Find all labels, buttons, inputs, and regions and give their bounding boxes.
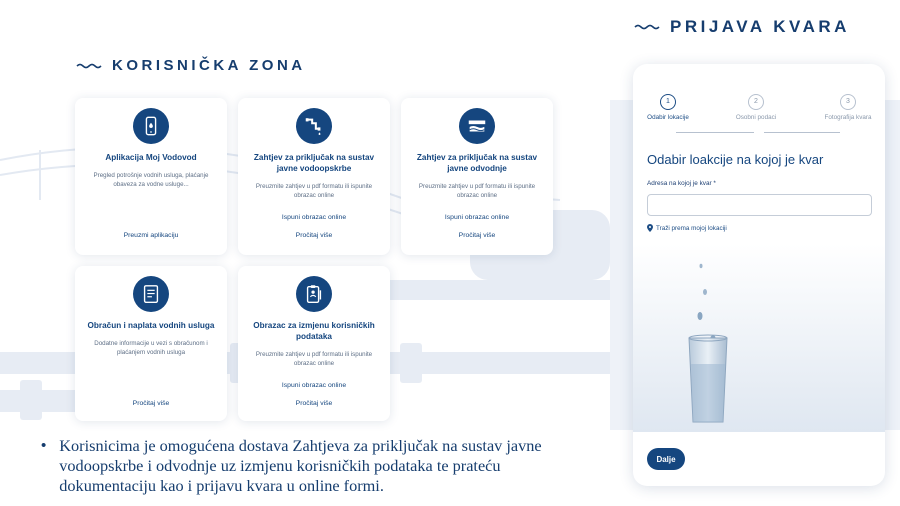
step-number: 2 [748, 94, 764, 110]
fill-form-online-link[interactable]: Ispuni obrazac online [281, 214, 347, 221]
wave-icon [76, 62, 102, 70]
water-pipe-icon [296, 108, 332, 144]
wave-icon [634, 23, 660, 31]
invoice-icon [133, 276, 169, 312]
card-title: Zahtjev za priključak na sustav javne vodoopskrbe [253, 153, 375, 173]
step-number: 1 [660, 94, 676, 110]
read-more-link[interactable]: Pročitaj više [132, 400, 170, 407]
step-connector [764, 132, 840, 133]
read-more-link[interactable]: Pročitaj više [295, 400, 333, 407]
location-pin-icon [647, 224, 653, 232]
korisnicka-zona-title [76, 57, 306, 74]
bullet-text: Korisnicima je omogućena dostava Zahtjeva za priključak na sustav javne vodoopskrbe i odvodnje uz izmjenu korisničkih podataka te prateću dokumentaciju kao i prijavu kvara u online formi. [59, 436, 542, 495]
repair-form-panel [633, 64, 885, 486]
form-edit-icon [296, 276, 332, 312]
address-input[interactable] [647, 194, 872, 216]
locate-me-label: Traži prema mojoj lokaciji [656, 224, 727, 232]
card-odvodnja[interactable] [401, 98, 553, 255]
fill-form-online-link[interactable]: Ispuni obrazac online [281, 382, 347, 389]
card-description: Preuzmite zahtjev u pdf formatu ili ispunite obrazac online [255, 351, 373, 367]
card-vodoopskrba[interactable] [238, 98, 390, 255]
form-heading: Odabir loakcije na kojoj je kvar [647, 152, 824, 167]
card-title: Obrazac za izmjenu korisničkih podataka [253, 321, 375, 341]
water-glass-image [633, 244, 885, 432]
read-more-link[interactable]: Pročitaj više [458, 232, 496, 239]
card-obracun-naplata[interactable] [75, 266, 227, 421]
address-label: Adresa na kojoj je kvar * [647, 180, 716, 187]
fill-form-online-link[interactable]: Ispuni obrazac online [444, 214, 510, 221]
step-1[interactable] [633, 94, 703, 121]
section-heading: KORISNIČKA ZONA [112, 57, 306, 74]
step-connector [676, 132, 754, 133]
step-label: Odabir lokacije [647, 114, 689, 121]
phone-app-icon [133, 108, 169, 144]
card-description: Preuzmite zahtjev u pdf formatu ili ispunite obrazac online [255, 183, 373, 199]
step-3[interactable] [813, 94, 883, 121]
card-moj-vodovod[interactable] [75, 98, 227, 255]
bullet-point [41, 436, 586, 496]
next-button[interactable]: Dalje [647, 448, 685, 470]
read-more-link[interactable]: Pročitaj više [295, 232, 333, 239]
download-app-link[interactable]: Preuzmi aplikaciju [123, 232, 179, 239]
section-heading: PRIJAVA KVARA [670, 17, 850, 36]
card-title: Zahtjev za priključak na sustav javne odvodnje [416, 153, 538, 173]
bullet-dot: • [41, 437, 47, 454]
card-description: Dodatne informacije u vezi s obračunom i plaćanjem vodnih usluga [94, 340, 208, 356]
prijava-kvara-title [634, 17, 850, 37]
card-description: Preuzmite zahtjev u pdf formatu ili ispunite obrazac online [418, 183, 536, 199]
card-title: Obračun i naplata vodnih usluga [87, 321, 215, 330]
locate-me-link[interactable] [647, 224, 727, 232]
step-label: Fotografija kvara [824, 114, 872, 121]
step-2[interactable] [721, 94, 791, 121]
card-izmjena-podataka[interactable] [238, 266, 390, 421]
card-description: Pregled potrošnje vodnih usluga, plaćanje obaveza za vodne usluge... [93, 172, 209, 188]
card-title: Aplikacija Moj Vodovod [105, 153, 197, 162]
stepper [633, 94, 885, 134]
step-label: Osobni podaci [735, 114, 777, 121]
drain-pipe-icon [459, 108, 495, 144]
step-number: 3 [840, 94, 856, 110]
